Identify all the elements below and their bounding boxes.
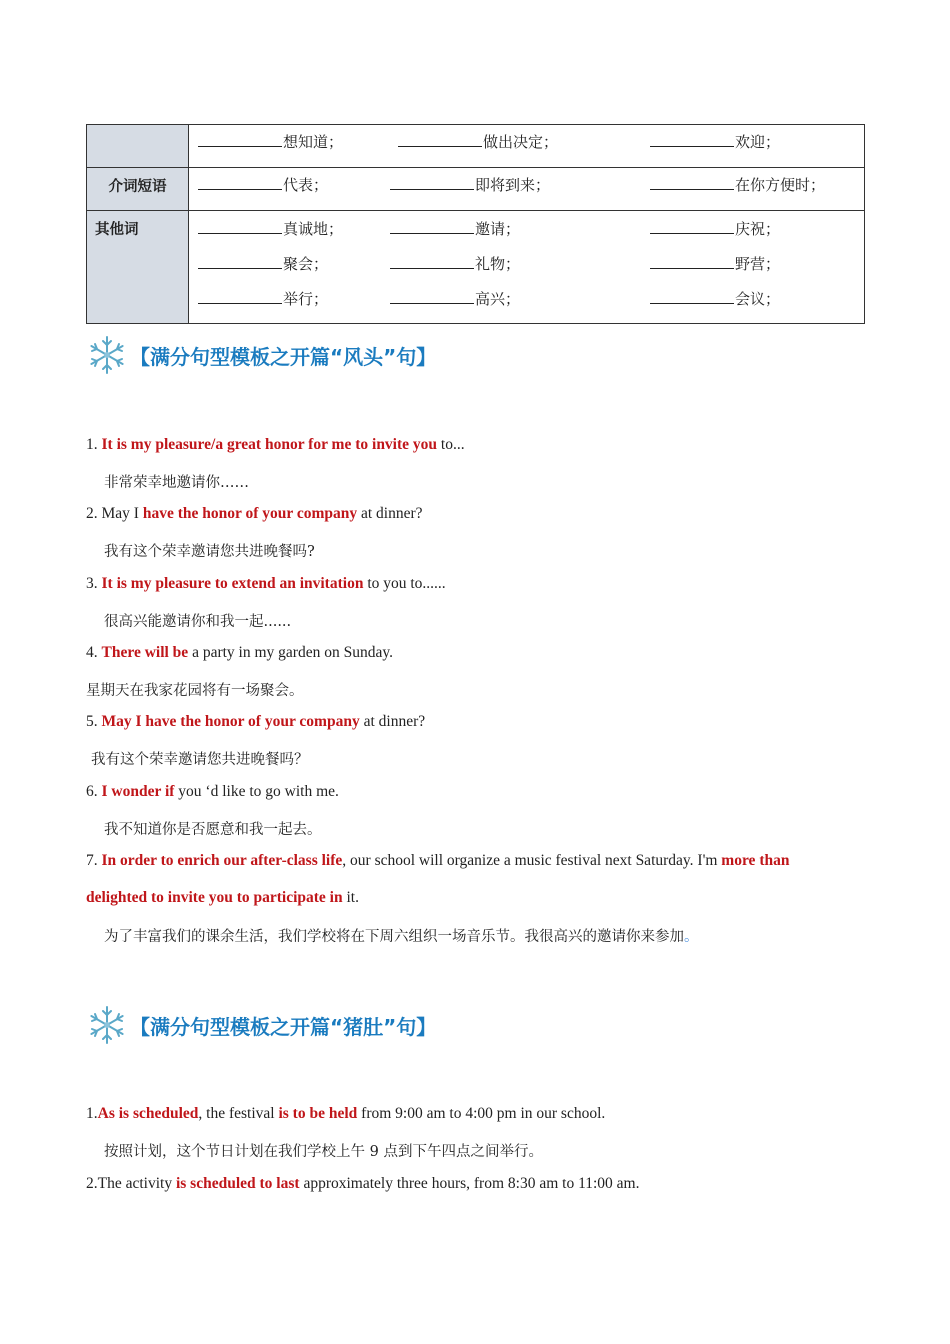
vocab-item: 即将到来； — [390, 174, 550, 195]
sentence-translation: 按照计划，这个节日计划在我们学校上午 9 点到下午四点之间举行。 — [104, 1144, 543, 1160]
vocab-item: 真诚地； — [198, 218, 343, 239]
table-category — [87, 125, 189, 168]
vocab-item: 野营； — [650, 253, 780, 274]
vocab-table — [86, 124, 865, 324]
vocab-item: 做出决定； — [398, 131, 558, 152]
vocab-item: 在你方便时； — [650, 174, 825, 195]
sentence-translation: 星期天在我家花园将有一场聚会。 — [86, 683, 304, 699]
vocab-item: 举行； — [198, 288, 328, 309]
vocab-item: 高兴； — [390, 288, 520, 309]
sentence: 1. It is my pleasure/a great honor for me to invite you to... — [86, 436, 465, 453]
vocab-item: 邀请； — [390, 218, 520, 239]
sentence-translation: 我有这个荣幸邀请您共进晚餐吗？ — [91, 752, 309, 768]
table-items-cell — [189, 168, 865, 211]
snowflake-icon — [86, 1004, 128, 1046]
sentence-continuation: delighted to invite you to participate in it. — [86, 889, 359, 906]
section-heading — [86, 1004, 436, 1046]
table-items-cell — [189, 211, 865, 324]
table-row — [87, 125, 865, 168]
table-category: 其他词 — [87, 211, 189, 324]
section-heading — [86, 334, 436, 376]
section-title: 【满分句型模板之开篇“猪肚”句】 — [130, 1014, 437, 1039]
sentence-translation: 非常荣幸地邀请你…… — [104, 475, 249, 491]
vocab-item: 代表； — [198, 174, 328, 195]
sentence: 7. In order to enrich our after-class life, our school will organize a music festival next Saturday. I'm more than — [86, 852, 790, 869]
sentence: 4. There will be a party in my garden on Sunday. — [86, 644, 393, 661]
sentence: 2. May I have the honor of your company at dinner? — [86, 505, 423, 522]
table-category: 介词短语 — [87, 168, 189, 211]
vocab-item: 想知道； — [198, 131, 343, 152]
sentence-translation: 很高兴能邀请你和我一起...... — [104, 614, 292, 630]
sentence: 5. May I have the honor of your company at dinner? — [86, 713, 426, 730]
snowflake-icon — [86, 334, 128, 376]
vocab-item: 欢迎； — [650, 131, 780, 152]
table-row — [87, 211, 865, 324]
vocab-item: 聚会； — [198, 253, 328, 274]
sentence-translation: 我有这个荣幸邀请您共进晚餐吗? — [104, 544, 315, 560]
table-items-cell — [189, 125, 865, 168]
vocab-item: 礼物； — [390, 253, 520, 274]
sentence-translation: 我不知道你是否愿意和我一起去。 — [104, 822, 322, 838]
sentence-translation: 为了丰富我们的课余生活，我们学校将在下周六组织一场音乐节。我很高兴的邀请你来参加。 — [104, 929, 699, 945]
sentence: 6. I wonder if you ‘d like to go with me. — [86, 783, 339, 800]
section-title: 【满分句型模板之开篇“风头”句】 — [130, 344, 437, 369]
table-row — [87, 168, 865, 211]
vocab-item: 庆祝； — [650, 218, 780, 239]
sentence: 3. It is my pleasure to extend an invitation to you to...... — [86, 575, 446, 592]
sentence: 2.The activity is scheduled to last approximately three hours, from 8:30 am to 11:00 am. — [86, 1175, 640, 1192]
vocab-item: 会议； — [650, 288, 780, 309]
sentence: 1.As is scheduled, the festival is to be held from 9:00 am to 4:00 pm in our school. — [86, 1105, 606, 1122]
